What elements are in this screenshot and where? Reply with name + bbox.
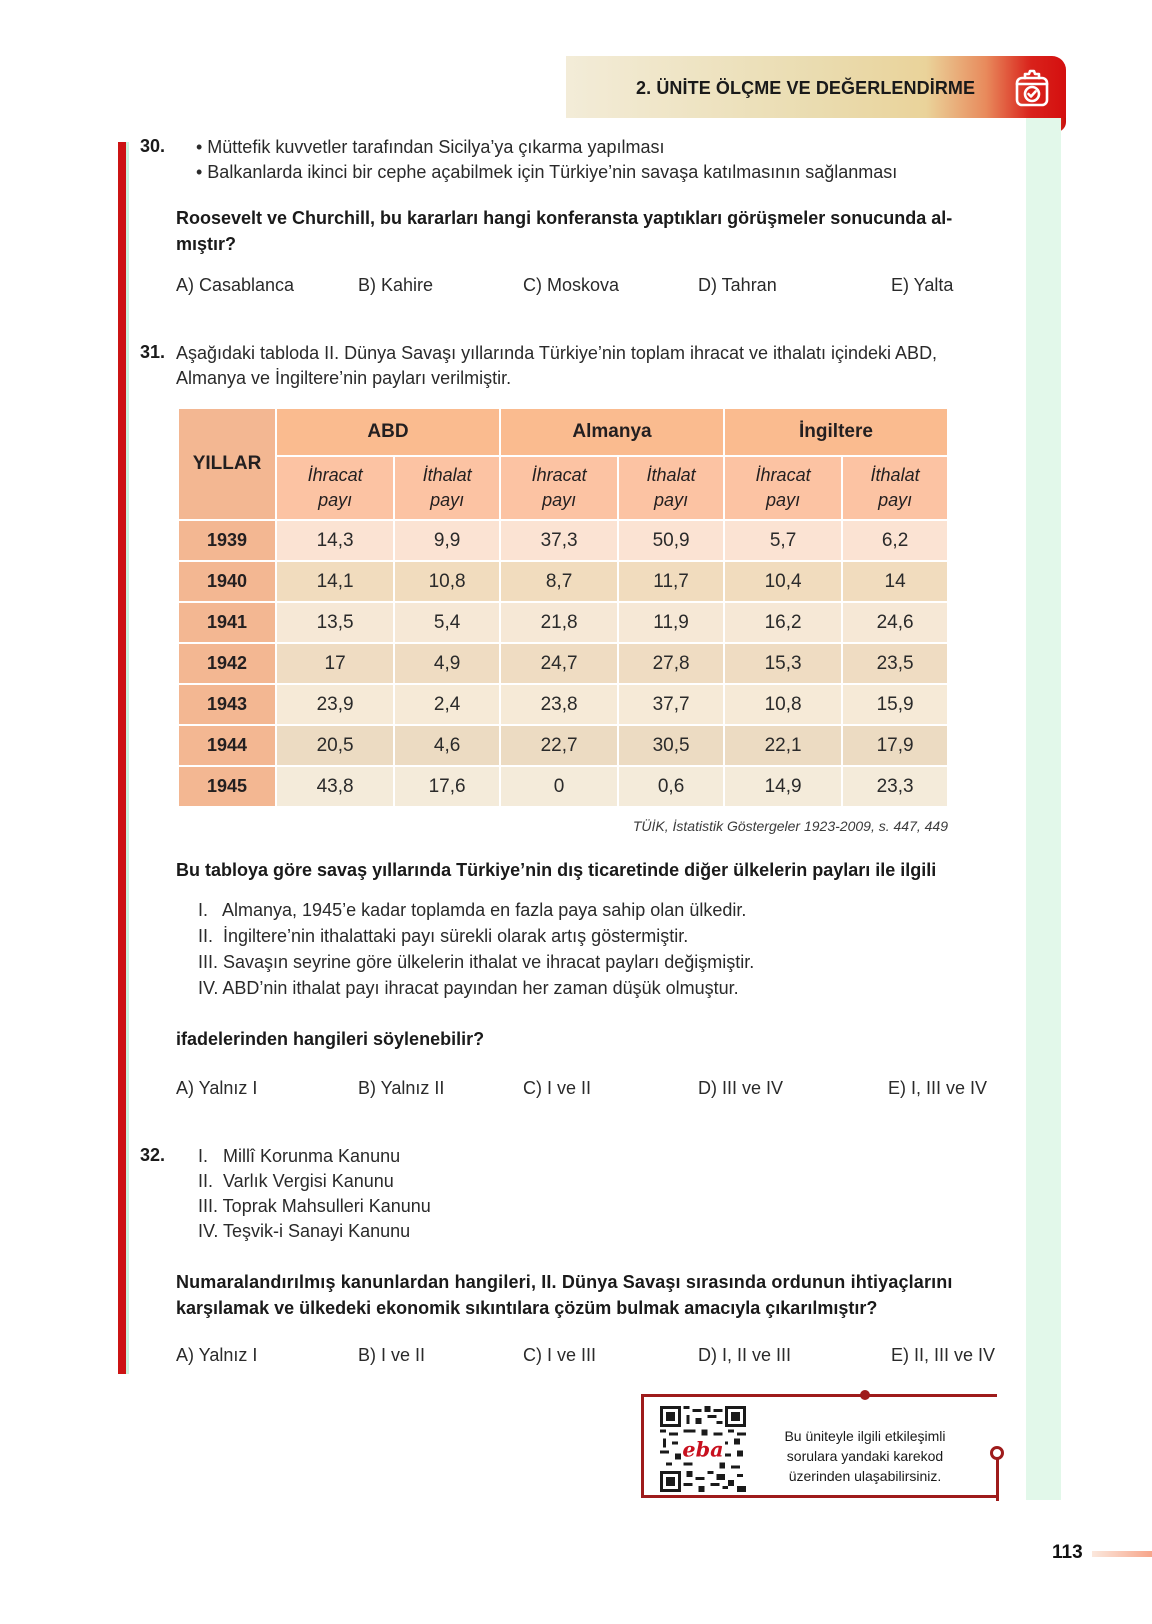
value-cell: 10,8 <box>394 561 500 602</box>
sub-header-abd-export: İhracat payı <box>276 456 394 520</box>
sub-header-abd-import: İthalat payı <box>394 456 500 520</box>
sub-header-ingiltere-export: İhracat payı <box>724 456 842 520</box>
value-cell: 24,6 <box>842 602 948 643</box>
table-source-citation: TÜİK, İstatistik Göstergeler 1923-2009, s. 447, 449 <box>632 818 948 834</box>
q31-statement-2: II. İngiltere’nin ithalattaki payı sürekli olarak artış göstermiştir. <box>198 926 689 946</box>
question-margin-bar <box>118 142 126 1374</box>
qr-text-line-3: üzerinden ulaşabilirsiniz. <box>788 1468 942 1484</box>
value-cell: 24,7 <box>500 643 618 684</box>
sub-header-ingiltere-import: İthalat payı <box>842 456 948 520</box>
q31-statement-3: III. Savaşın seyrine göre ülkelerin ithalat ve ihracat payları değişmiştir. <box>198 952 755 972</box>
value-cell: 14,9 <box>724 766 842 807</box>
q31-question: ifadelerinden hangileri söylenebilir? <box>176 1029 485 1049</box>
value-cell: 11,7 <box>618 561 724 602</box>
value-cell: 14,3 <box>276 520 394 561</box>
qr-box-ring-decoration <box>990 1446 1004 1460</box>
value-cell: 17,9 <box>842 725 948 766</box>
year-cell: 1943 <box>178 684 276 725</box>
page-number: 113 <box>1052 1542 1083 1563</box>
q32-prompt-line-2: karşılamak ve ülkedeki ekonomik sıkıntılara çözüm bulmak amacıyla çıkarılmıştır? <box>176 1298 878 1318</box>
q32-option-e[interactable]: E) II, III ve IV <box>891 1345 996 1365</box>
value-cell: 22,7 <box>500 725 618 766</box>
table-row <box>178 684 948 725</box>
value-cell: 15,3 <box>724 643 842 684</box>
value-cell: 14 <box>842 561 948 602</box>
question-30-number: 30. <box>140 136 166 156</box>
q31-statement-1: I. Almanya, 1945’e kadar toplamda en fazla paya sahip olan ülkedir. <box>198 900 747 920</box>
page-number-strip <box>1092 1551 1152 1557</box>
year-cell: 1940 <box>178 561 276 602</box>
q30-bullet-2: • Balkanlarda ikinci bir cephe açabilmek için Türkiye’nin savaşa katılmasının sağlanması <box>196 162 898 182</box>
value-cell: 20,5 <box>276 725 394 766</box>
table-row <box>178 725 948 766</box>
sub-header-almanya-import: İthalat payı <box>618 456 724 520</box>
value-cell: 9,9 <box>394 520 500 561</box>
q32-item-4: IV. Teşvik-i Sanayi Kanunu <box>198 1221 411 1241</box>
q31-option-a[interactable]: A) Yalnız I <box>176 1078 258 1098</box>
q31-intro-line-2: Almanya ve İngiltere’nin payları verilmiştir. <box>176 368 512 388</box>
margin-bar-shadow <box>126 142 129 1374</box>
q31-intro-line-1: Aşağıdaki tabloda II. Dünya Savaşı yıllarında Türkiye’nin toplam ihracat ve ithalatı içindeki ABD, <box>176 343 938 363</box>
q32-option-d[interactable]: D) I, II ve III <box>698 1345 792 1365</box>
qr-code-icon[interactable] <box>660 1406 746 1492</box>
q32-option-a[interactable]: A) Yalnız I <box>176 1345 258 1365</box>
value-cell: 17 <box>276 643 394 684</box>
qr-box-connector-line <box>996 1454 999 1501</box>
q31-options <box>176 1078 996 1104</box>
q31-option-d[interactable]: D) III ve IV <box>698 1078 784 1098</box>
q31-option-c[interactable]: C) I ve II <box>523 1078 592 1098</box>
year-cell: 1939 <box>178 520 276 561</box>
value-cell: 2,4 <box>394 684 500 725</box>
qr-info-text <box>770 1426 960 1486</box>
value-cell: 23,3 <box>842 766 948 807</box>
value-cell: 5,7 <box>724 520 842 561</box>
q30-prompt-line-1: Roosevelt ve Churchill, bu kararları hangi konferansta yaptıkları görüşmeler sonucunda al- <box>176 208 953 228</box>
value-cell: 37,3 <box>500 520 618 561</box>
year-cell: 1942 <box>178 643 276 684</box>
value-cell: 21,8 <box>500 602 618 643</box>
q31-option-b[interactable]: B) Yalnız II <box>358 1078 445 1098</box>
q32-options <box>176 1345 996 1371</box>
q30-option-e[interactable]: E) Yalta <box>891 275 954 295</box>
q31-prompt: Bu tabloya göre savaş yıllarında Türkiye’nin dış ticaretinde diğer ülkelerin payları ile ilgili <box>176 860 937 880</box>
value-cell: 4,6 <box>394 725 500 766</box>
value-cell: 0,6 <box>618 766 724 807</box>
q32-item-1: I. Millî Korunma Kanunu <box>198 1146 401 1166</box>
q30-option-c[interactable]: C) Moskova <box>523 275 620 295</box>
qr-text-line-1: Bu üniteyle ilgili etkileşimli <box>784 1428 946 1444</box>
year-cell: 1944 <box>178 725 276 766</box>
value-cell: 8,7 <box>500 561 618 602</box>
q31-option-e[interactable]: E) I, III ve IV <box>888 1078 988 1098</box>
page-side-strip <box>1026 118 1061 1500</box>
value-cell: 15,9 <box>842 684 948 725</box>
value-cell: 17,6 <box>394 766 500 807</box>
value-cell: 23,9 <box>276 684 394 725</box>
year-cell: 1941 <box>178 602 276 643</box>
q32-prompt-line-1: Numaralandırılmış kanunlardan hangileri, II. Dünya Savaşı sırasında ordunun ihtiyaçlarını <box>176 1272 953 1292</box>
q30-option-b[interactable]: B) Kahire <box>358 275 434 295</box>
value-cell: 23,8 <box>500 684 618 725</box>
q30-option-a[interactable]: A) Casablanca <box>176 275 295 295</box>
value-cell: 16,2 <box>724 602 842 643</box>
value-cell: 5,4 <box>394 602 500 643</box>
q30-bullet-1: • Müttefik kuvvetler tarafından Sicilya’ya çıkarma yapılması <box>196 137 665 157</box>
q32-option-c[interactable]: C) I ve III <box>523 1345 597 1365</box>
value-cell: 43,8 <box>276 766 394 807</box>
value-cell: 37,7 <box>618 684 724 725</box>
value-cell: 27,8 <box>618 643 724 684</box>
year-column-header: YILLAR <box>178 408 276 520</box>
value-cell: 30,5 <box>618 725 724 766</box>
value-cell: 50,9 <box>618 520 724 561</box>
q31-statement-4: IV. ABD’nin ithalat payı ihracat payından her zaman düşük olmuştur. <box>198 978 739 998</box>
value-cell: 0 <box>500 766 618 807</box>
value-cell: 13,5 <box>276 602 394 643</box>
sub-header-almanya-export: İhracat payı <box>500 456 618 520</box>
table-row <box>178 602 948 643</box>
question-32-number: 32. <box>140 1145 166 1165</box>
value-cell: 11,9 <box>618 602 724 643</box>
table-row <box>178 766 948 807</box>
country-header-abd: ABD <box>276 408 500 456</box>
table-row <box>178 561 948 602</box>
year-cell: 1945 <box>178 766 276 807</box>
svg-text:eba: eba <box>682 1437 724 1462</box>
question-31-number: 31. <box>140 342 166 362</box>
table-row <box>178 643 948 684</box>
value-cell: 10,8 <box>724 684 842 725</box>
value-cell: 22,1 <box>724 725 842 766</box>
q30-prompt-line-2: mıştır? <box>176 234 237 254</box>
value-cell: 4,9 <box>394 643 500 684</box>
gear-calendar-check-icon <box>1010 66 1054 110</box>
value-cell: 6,2 <box>842 520 948 561</box>
trade-share-table <box>177 407 949 808</box>
country-header-almanya: Almanya <box>500 408 724 456</box>
qr-box-dot-decoration <box>860 1390 870 1400</box>
unit-header-title: 2. ÜNİTE ÖLÇME VE DEĞERLENDİRME <box>636 78 976 98</box>
table-row <box>178 520 948 561</box>
value-cell: 23,5 <box>842 643 948 684</box>
country-header-ingiltere: İngiltere <box>724 408 948 456</box>
q32-item-2: II. Varlık Vergisi Kanunu <box>198 1171 394 1191</box>
value-cell: 10,4 <box>724 561 842 602</box>
q32-item-3: III. Toprak Mahsulleri Kanunu <box>198 1196 431 1216</box>
q30-option-d[interactable]: D) Tahran <box>698 275 777 295</box>
qr-text-line-2: sorulara yandaki karekod <box>786 1448 944 1464</box>
q30-options <box>176 275 996 301</box>
value-cell: 14,1 <box>276 561 394 602</box>
q32-option-b[interactable]: B) I ve II <box>358 1345 426 1365</box>
